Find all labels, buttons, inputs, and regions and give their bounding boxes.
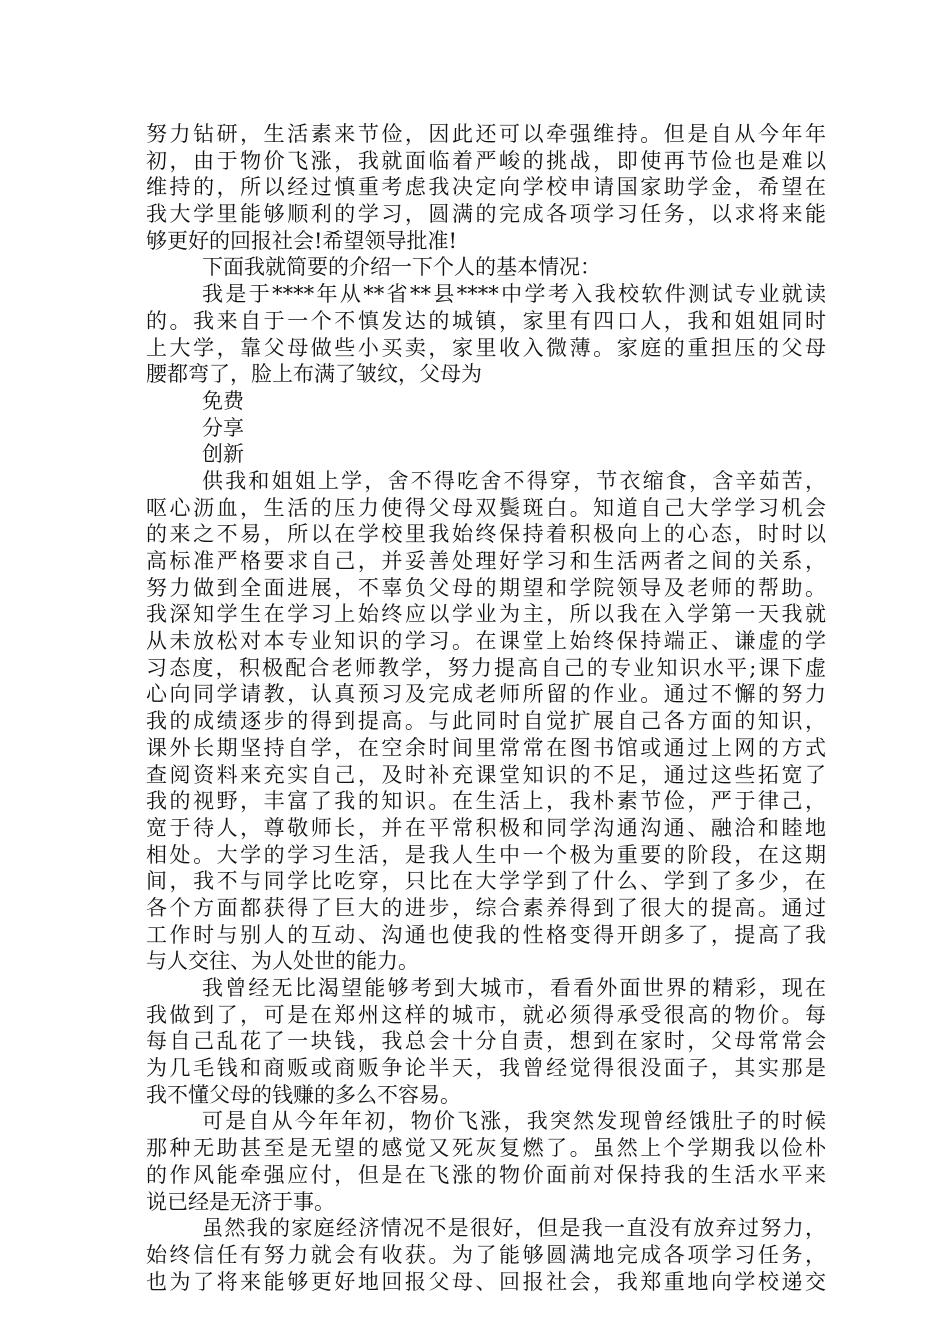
text-line: 我深知学生在学习上始终应以学业为主，所以我在入学第一天我就 [146,602,826,627]
text-line: 与人交往、为人处世的能力。 [146,949,419,974]
text-line: 宽于待人，尊敬师长，并在平常积极和同学沟通沟通、融洽和睦地 [146,815,826,840]
text-line: 可是自从今年年初，物价飞涨，我突然发现曾经饿肚子的时候 [202,1109,826,1134]
text-line: 供我和姐姐上学，舍不得吃舍不得穿，节衣缩食，含辛茹苦， [202,468,826,493]
text-line: 我的视野，丰富了我的知识。在生活上，我朴素节俭，严于律己， [146,789,826,814]
text-line: 工作时与别人的互动、沟通也使我的性格变得开朗多了，提高了我 [146,922,826,947]
text-line: 我做到了，可是在郑州这样的城市，就必须得承受很高的物价。每 [146,1002,826,1027]
text-line: 努力做到全面进展，不辜负父母的期望和学院领导及老师的帮助。 [146,575,826,600]
text-line: 高标准严格要求自己，并妥善处理好学习和生活两者之间的关系， [146,549,826,573]
text-line: 呕心沥血，生活的压力使得父母双鬓斑白。知道自己大学学习机会 [146,495,826,520]
text-line: 说已经是无济于事。 [146,1189,335,1214]
text-line: 我曾经无比渴望能够考到大城市，看看外面世界的精彩，现在 [202,976,826,1000]
text-line: 习态度，积极配合老师教学，努力提高自己的专业知识水平;课下虚 [146,655,826,680]
text-line: 始终信任有努力就会有收获。为了能够圆满地完成各项学习任务， [146,1242,826,1267]
text-line: 课外长期坚持自学，在空余时间里常常在图书馆或通过上网的方式 [146,735,826,760]
text-line: 心向同学请教，认真预习及完成老师所留的作业。通过不懈的努力 [146,682,826,707]
text-line: 努力钻研，生活素来节俭，因此还可以牵强维持。但是自从今年年 [146,122,826,146]
text-line: 的。我来自于一个不慎发达的城镇，家里有四口人，我和姐姐同时 [146,308,826,333]
text-line: 也为了将来能够更好地回报父母、回报社会，我郑重地向学校递交 [146,1269,826,1294]
text-line: 查阅资料来充实自己，及时补充课堂知识的不足，通过这些拓宽了 [146,762,826,787]
text-line: 维持的，所以经过慎重考虑我决定向学校申请国家助学金，希望在 [146,175,826,200]
text-line: 为几毛钱和商贩或商贩争论半天，我曾经觉得很没面子，其实那是 [146,1056,826,1081]
text-line: 我不懂父母的钱赚的多么不容易。 [146,1082,461,1107]
text-line: 腰都弯了，脸上布满了皱纹，父母为 [146,362,482,387]
text-line: 初，由于物价飞涨，我就面临着严峻的挑战，即使再节俭也是难以 [146,148,826,173]
text-line: 间，我不与同学比吃穿，只比在大学学到了什么、学到了多少，在 [146,869,826,894]
text-line: 相处。大学的学习生活，是我人生中一个极为重要的阶段，在这期 [146,842,826,867]
text-line: 各个方面都获得了巨大的进步，综合素养得到了很大的提高。通过 [146,895,826,920]
text-line: 够更好的回报社会!希望领导批准! [146,228,457,253]
text-line: 的作风能牵强应付，但是在飞涨的物价面前对保持我的生活水平来 [146,1162,826,1187]
text-line: 的来之不易，所以在学校里我始终保持着积极向上的心态，时时以 [146,522,826,547]
text-line: 上大学，靠父母做些小买卖，家里收入微薄。家庭的重担压的父母 [146,335,826,360]
text-line: 虽然我的家庭经济情况不是很好，但是我一直没有放弃过努力， [202,1216,826,1241]
text-line: 每自己乱花了一块钱，我总会十分自责，想到在家时，父母常常会 [146,1029,826,1054]
text-line: 创新 [202,442,244,467]
document-body [146,121,826,1295]
text-line: 从未放松对本专业知识的学习。在课堂上始终保持端正、谦虚的学 [146,629,826,654]
text-line: 免费 [202,388,244,413]
text-line: 我的成绩逐步的得到提高。与此同时自觉扩展自己各方面的知识， [146,709,826,734]
text-line: 下面我就简要的介绍一下个人的基本情况： [202,255,601,280]
text-line: 分享 [202,415,244,440]
text-line: 我大学里能够顺利的学习，圆满的完成各项学习任务，以求将来能 [146,202,826,227]
text-line: 那种无助甚至是无望的感觉又死灰复燃了。虽然上个学期我以俭朴 [146,1136,826,1161]
text-line: 我是于****年从**省**县****中学考入我校软件测试专业就读 [202,282,826,307]
